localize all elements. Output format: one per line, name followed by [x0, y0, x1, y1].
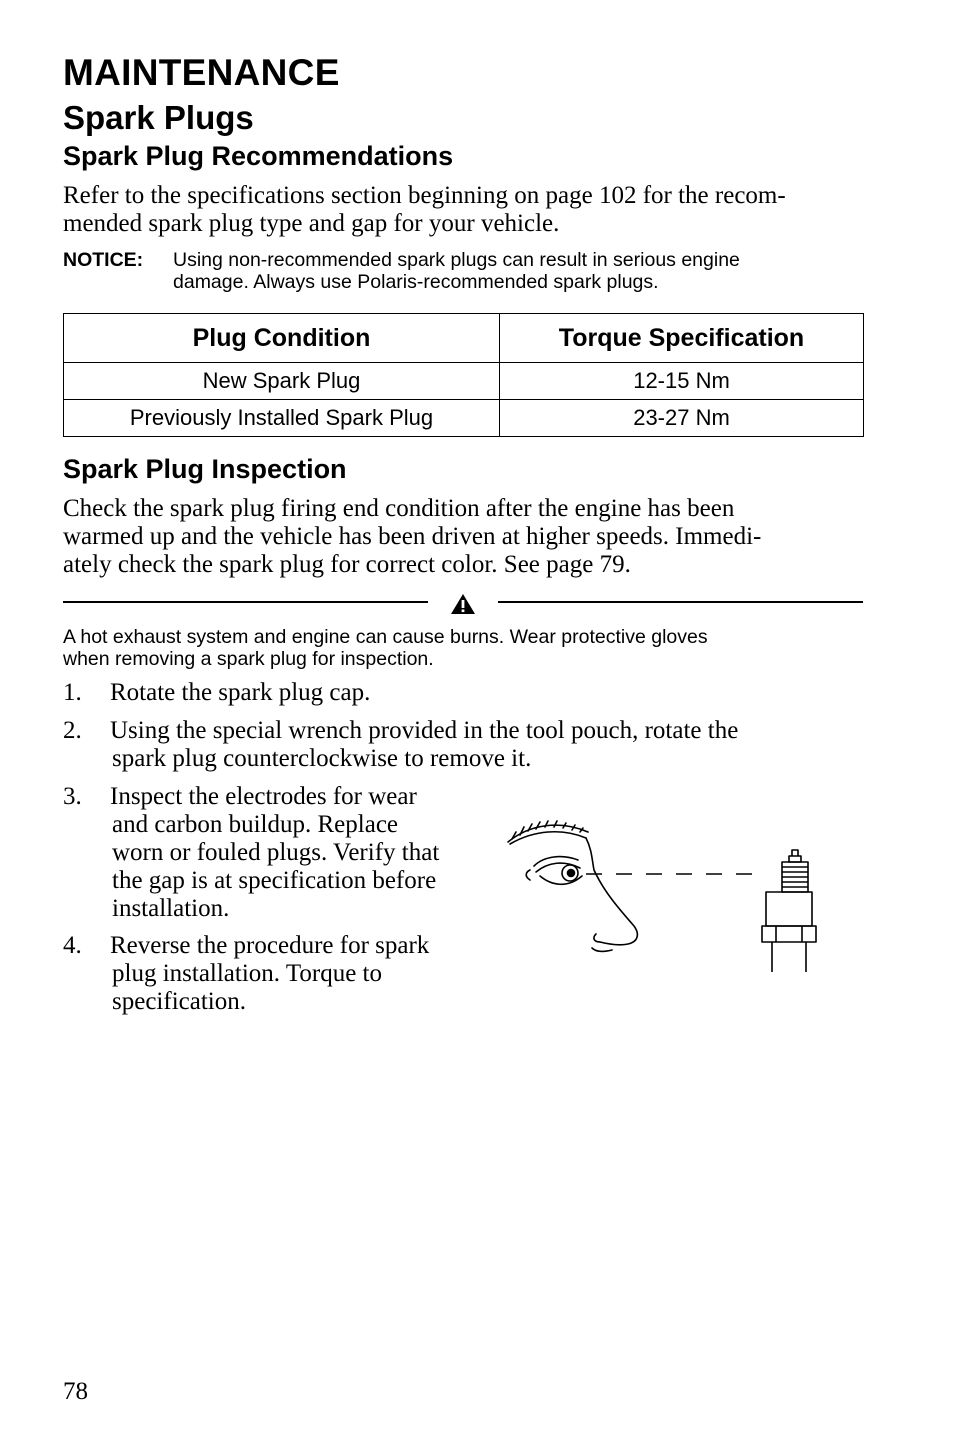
- table-cell: Previously Installed Spark Plug: [64, 400, 500, 437]
- table-header-cell: Torque Specification: [500, 314, 864, 363]
- step-text: [110, 717, 870, 773]
- table-cell: 23-27 Nm: [500, 400, 864, 437]
- paragraph-line: Check the spark plug firing end condition after the engine has been: [63, 495, 735, 522]
- table-row: [64, 400, 864, 437]
- warning-divider-right: [498, 601, 863, 603]
- step-line: spark plug counterclockwise to remove it.: [112, 745, 532, 772]
- step-line: installation.: [112, 895, 230, 922]
- step-text: [110, 783, 490, 923]
- paragraph-line: ately check the spark plug for correct color. See page 79.: [63, 551, 631, 578]
- step-text: [110, 932, 490, 1016]
- inspection-heading: Spark Plug Inspection: [63, 454, 347, 484]
- step-line: Inspect the electrodes for wear: [110, 783, 417, 810]
- paragraph-line: Refer to the specifications section beginning on page 102 for the recom-: [63, 182, 786, 209]
- step-number: 4.: [63, 932, 82, 959]
- warning-text: [63, 626, 863, 670]
- table-row: [64, 363, 864, 400]
- notice-text: [173, 249, 863, 293]
- step-number: 3.: [63, 783, 82, 810]
- step-text: [110, 679, 870, 707]
- paragraph-line: mended spark plug type and gap for your vehicle.: [63, 210, 560, 237]
- section-title: MAINTENANCE: [63, 52, 340, 93]
- step-number: 2.: [63, 717, 82, 744]
- warning-line: A hot exhaust system and engine can cause burns. Wear protective gloves: [63, 626, 708, 648]
- step-line: and carbon buildup. Replace: [112, 811, 399, 838]
- warning-divider-left: [63, 601, 428, 603]
- page-number: 78: [63, 1378, 88, 1405]
- notice-line: damage. Always use Polaris-recommended spark plugs.: [173, 271, 659, 293]
- recommendations-paragraph: [63, 182, 873, 238]
- step-line: plug installation. Torque to: [112, 960, 382, 987]
- table-header-row: [64, 314, 864, 363]
- step-line: specification.: [112, 988, 246, 1015]
- table-cell: 12-15 Nm: [500, 363, 864, 400]
- step-line: the gap is at specification before: [112, 867, 437, 894]
- step-line: Rotate the spark plug cap.: [110, 679, 371, 706]
- inspection-paragraph: [63, 495, 873, 579]
- recommendations-heading: Spark Plug Recommendations: [63, 141, 454, 171]
- table-header-cell: Plug Condition: [64, 314, 500, 363]
- eye-inspecting-spark-plug-icon: [500, 810, 830, 980]
- warning-line: when removing a spark plug for inspection.: [63, 648, 434, 670]
- notice-label: NOTICE:: [63, 249, 144, 271]
- torque-table: [63, 313, 864, 437]
- notice-line: Using non-recommended spark plugs can result in serious engine: [173, 249, 740, 271]
- step-line: worn or fouled plugs. Verify that: [112, 839, 440, 866]
- warning-triangle-icon: [450, 593, 476, 615]
- page-title: Spark Plugs: [63, 99, 254, 136]
- step-number: 1.: [63, 679, 82, 706]
- step-line: Using the special wrench provided in the tool pouch, rotate the: [110, 717, 739, 744]
- paragraph-line: warmed up and the vehicle has been driven at higher speeds. Immedi-: [63, 523, 762, 550]
- table-cell: New Spark Plug: [64, 363, 500, 400]
- step-line: Reverse the procedure for spark: [110, 932, 430, 959]
